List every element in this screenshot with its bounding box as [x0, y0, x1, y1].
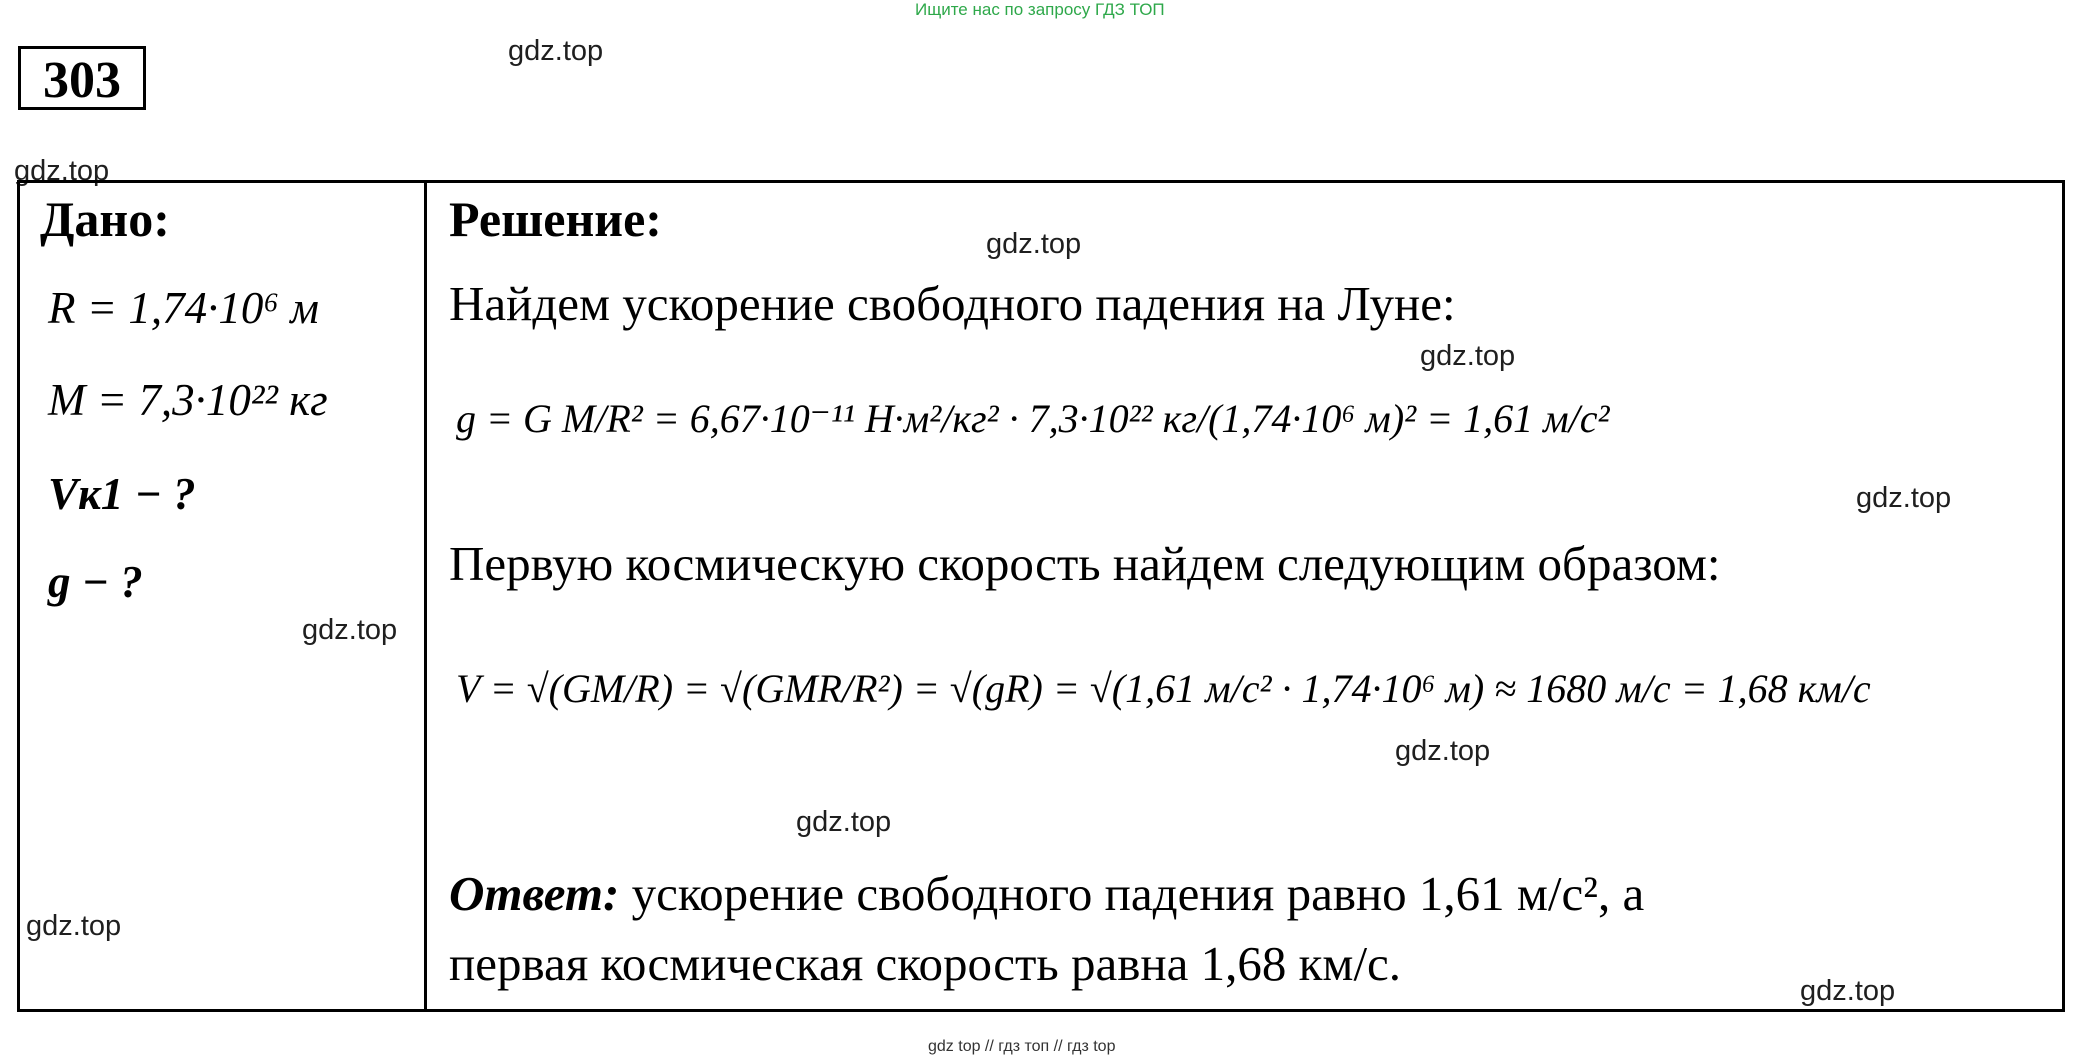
answer-text-1: ускорение свободного падения равно 1,61 м/с², а [631, 866, 1645, 921]
footer-links: gdz top // гдз топ // гдз top [928, 1038, 1116, 1055]
watermark: gdz.top [1395, 735, 1491, 767]
header-note: Ищите нас по запросу ГДЗ ТОП [915, 0, 1165, 19]
answer-line-2: первая космическая скорость равна 1,68 км/с. [449, 936, 1402, 991]
given-m: M = 7,3·10²² кг [48, 375, 328, 425]
given-g: g − ? [48, 557, 143, 607]
column-divider [424, 180, 427, 1012]
answer-label: Ответ: [449, 866, 620, 921]
formula-g: g = G M/R² = 6,67·10⁻¹¹ Н·м²/кг² · 7,3·10²² кг/(1,74·10⁶ м)² = 1,61 м/с² [456, 396, 1610, 441]
given-title: Дано: [40, 191, 170, 247]
given-v: Vк1 − ? [48, 469, 196, 519]
solution-title: Решение: [449, 191, 662, 247]
watermark: gdz.top [986, 228, 1082, 260]
velocity-intro: Первую космическую скорость найдем следующим образом: [449, 536, 1721, 591]
watermark: gdz.top [14, 155, 110, 187]
watermark: gdz.top [1800, 975, 1896, 1007]
watermark: gdz.top [796, 806, 892, 838]
problem-number: 303 [18, 46, 146, 110]
answer-line-1 [449, 865, 1644, 922]
given-r: R = 1,74·10⁶ м [48, 283, 319, 333]
watermark: gdz.top [26, 910, 122, 942]
formula-v: V = √(GM/R) = √(GMR/R²) = √(gR) = √(1,61 м/с² · 1,74·10⁶ м) ≈ 1680 м/с = 1,68 км/с [456, 666, 1871, 711]
watermark: gdz.top [508, 35, 604, 67]
watermark: gdz.top [1856, 482, 1952, 514]
watermark: gdz.top [1420, 340, 1516, 372]
watermark: gdz.top [302, 614, 398, 646]
solution-intro: Найдем ускорение свободного падения на Луне: [449, 276, 1456, 331]
